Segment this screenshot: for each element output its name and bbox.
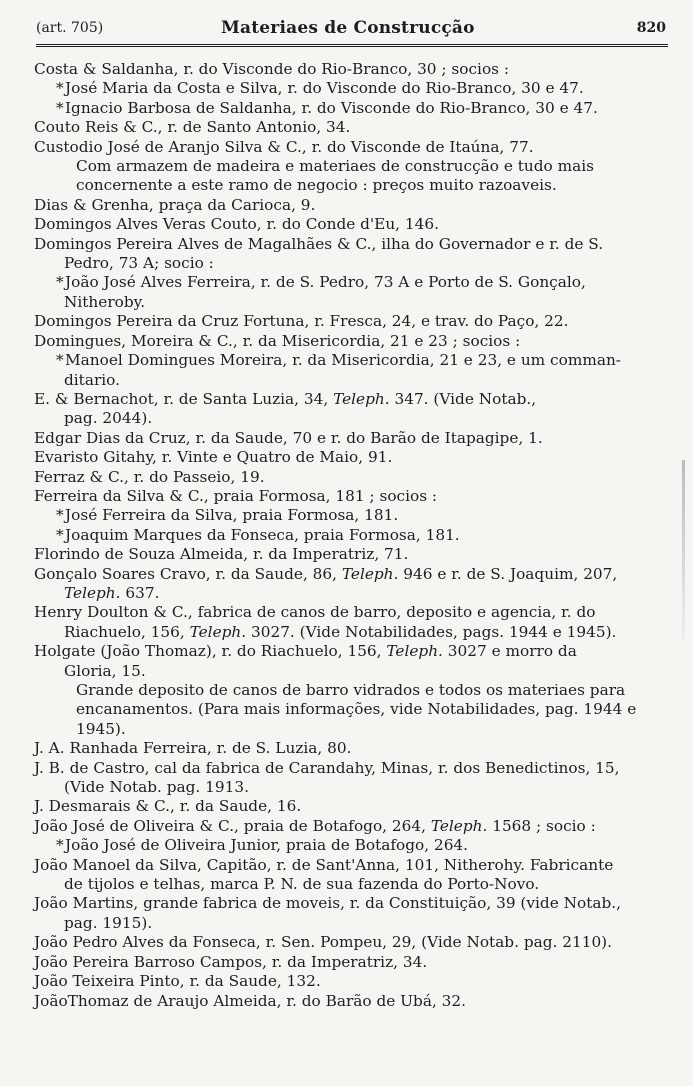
- description-line: [34, 720, 670, 739]
- telephone-label: Teleph.: [189, 622, 247, 641]
- entry-text: Ignacio Barbosa de Saldanha, r. do Visconde do Rio-Branco, 30 e 47.: [65, 98, 598, 117]
- entry-text: Ferreira da Silva & C., praia Formosa, 181 ; socios :: [34, 486, 438, 505]
- entry-text: encanamentos. (Para mais informações, vide Notabilidades, pag. 1944 e: [76, 700, 637, 719]
- entry-text: Domingos Pereira da Cruz Fortuna, r. Fresca, 24, e trav. do Paço, 22.: [34, 312, 569, 331]
- directory-listing: [34, 60, 670, 1011]
- partner-line: [34, 526, 670, 545]
- entry-text: João José de Oliveira & C., praia de Botafogo, 264,: [34, 816, 431, 835]
- continuation-line: [34, 409, 670, 428]
- asterisk-marker: *: [56, 525, 64, 544]
- entry-text: 347. (Vide Notab.,: [389, 389, 537, 408]
- entry-text: Henry Doulton & C., fabrica de canos de barro, deposito e agencia, r. do: [34, 603, 596, 622]
- continuation-line: [34, 584, 670, 603]
- telephone-label: Teleph.: [430, 816, 488, 835]
- description-line: [34, 176, 670, 195]
- directory-entry: [34, 972, 670, 991]
- telephone-label: Teleph.: [64, 583, 121, 602]
- asterisk-marker: *: [56, 351, 64, 370]
- entry-text: João Pereira Barroso Campos, r. da Imperatriz, 34.: [34, 952, 428, 971]
- entry-text: João Manoel da Silva, Capitão, r. de Sant'Anna, 101, Nitherohy. Fabricante: [34, 855, 614, 874]
- entry-text: pag. 1915).: [64, 913, 153, 932]
- entry-text: Edgar Dias da Cruz, r. da Saude, 70 e r. do Barão de Itapagipe, 1.: [34, 428, 543, 447]
- directory-entry: [34, 545, 670, 564]
- asterisk-marker: *: [56, 79, 64, 98]
- directory-entry: [34, 565, 670, 584]
- telephone-label: Teleph.: [341, 564, 399, 583]
- directory-entry: [34, 642, 670, 661]
- header-rule: [36, 44, 668, 47]
- entry-text: Pedro, 73 A; socio :: [64, 254, 214, 273]
- partner-line: [34, 506, 670, 525]
- entry-text: Domingos Pereira Alves de Magalhães & C., ilha do Governador e r. de S.: [34, 234, 604, 253]
- entry-text: 637.: [120, 583, 160, 602]
- continuation-line: [34, 662, 670, 681]
- continuation-line: [34, 293, 670, 312]
- page-title: Materiaes de Construcção: [221, 18, 475, 38]
- directory-entry: [34, 759, 670, 778]
- directory-entry: [34, 894, 670, 913]
- partner-line: [34, 273, 670, 292]
- entry-text: Ferraz & C., r. do Passeio, 19.: [34, 467, 265, 486]
- entry-text: Grande deposito de canos de barro vidrados e todos os materiaes para: [76, 681, 626, 699]
- directory-entry: [34, 118, 670, 137]
- entry-text: J. B. de Castro, cal da fabrica de Carandahy, Minas, r. dos Benedictinos, 15,: [34, 758, 620, 777]
- continuation-line: [34, 623, 670, 642]
- entry-text: Custodio José de Aranjo Silva & C., r. do Visconde de Itaúna, 77.: [34, 137, 534, 156]
- page-header: [36, 18, 666, 40]
- entry-text: Com armazem de madeira e materiaes de construcção e tudo mais: [76, 157, 594, 176]
- entry-text: Joaquim Marques da Fonseca, praia Formosa, 181.: [65, 525, 460, 544]
- entry-text: João Martins, grande fabrica de moveis, r. da Constituição, 39 (vide Notab.,: [34, 894, 622, 913]
- entry-text: E. & Bernachot, r. de Santa Luzia, 34,: [34, 389, 334, 408]
- entry-text: Gonçalo Soares Cravo, r. da Saude, 86,: [34, 564, 342, 583]
- directory-entry: [34, 448, 670, 467]
- entry-text: Couto Reis & C., r. de Santo Antonio, 34.: [34, 118, 351, 137]
- directory-entry: [34, 797, 670, 816]
- directory-entry: [34, 429, 670, 448]
- continuation-line: [34, 254, 670, 273]
- entry-text: João José Alves Ferreira, r. de S. Pedro, 73 A e Porto de S. Gonçalo,: [65, 273, 586, 292]
- directory-entry: [34, 138, 670, 157]
- page-number: 820: [636, 20, 666, 36]
- entry-text: ditario.: [64, 370, 120, 389]
- entry-text: Nitheroby.: [64, 292, 146, 311]
- entry-text: Dias & Grenha, praça da Carioca, 9.: [34, 195, 316, 214]
- description-line: [34, 700, 670, 719]
- entry-text: Domingues, Moreira & C., r. da Misericordia, 21 e 23 ; socios :: [34, 331, 521, 350]
- continuation-line: [34, 371, 670, 390]
- directory-entry: [34, 215, 670, 234]
- partner-line: [34, 351, 670, 370]
- directory-entry: [34, 60, 670, 79]
- continuation-line: [34, 778, 670, 797]
- entry-text: Florindo de Souza Almeida, r. da Imperatriz, 71.: [34, 545, 409, 564]
- entry-text: Manoel Domingues Moreira, r. da Misericordia, 21 e 23, e um comman-: [65, 351, 621, 370]
- description-line: [34, 681, 670, 700]
- entry-text: Evaristo Gitahy, r. Vinte e Quatro de Maio, 91.: [34, 448, 393, 467]
- entry-text: João Pedro Alves da Fonseca, r. Sen. Pompeu, 29, (Vide Notab. pag. 2110).: [34, 933, 613, 952]
- entry-text: 3027. (Vide Notabilidades, pags. 1944 e 1945).: [246, 622, 617, 641]
- entry-text: de tijolos e telhas, marca P. N. de sua fazenda do Porto-Novo.: [64, 875, 540, 894]
- directory-entry: [34, 933, 670, 952]
- directory-entry: [34, 953, 670, 972]
- partner-line: [34, 836, 670, 855]
- entry-text: concernente a este ramo de negocio : preços muito razoaveis.: [76, 176, 557, 195]
- directory-entry: [34, 468, 670, 487]
- directory-entry: [34, 390, 670, 409]
- entry-text: João José de Oliveira Junior, praia de Botafogo, 264.: [65, 836, 469, 855]
- article-number: (art. 705): [36, 20, 104, 36]
- asterisk-marker: *: [56, 273, 64, 292]
- directory-entry: [34, 196, 670, 215]
- entry-text: J. A. Ranhada Ferreira, r. de S. Luzia, 80.: [34, 739, 352, 758]
- entry-text: pag. 2044).: [64, 409, 153, 428]
- entry-text: João Teixeira Pinto, r. da Saude, 132.: [34, 972, 321, 991]
- directory-entry: [34, 312, 670, 331]
- directory-entry: [34, 332, 670, 351]
- entry-text: (Vide Notab. pag. 1913.: [64, 778, 249, 797]
- entry-text: Domingos Alves Veras Couto, r. do Conde d'Eu, 146.: [34, 215, 439, 234]
- continuation-line: [34, 875, 670, 894]
- entry-text: José Maria da Costa e Silva, r. do Visconde do Rio-Branco, 30 e 47.: [65, 79, 584, 98]
- partner-line: [34, 99, 670, 118]
- telephone-label: Teleph.: [386, 642, 443, 661]
- entry-text: 946 e r. de S. Joaquim, 207,: [398, 564, 618, 583]
- entry-text: Riachuelo, 156,: [64, 622, 190, 641]
- entry-text: Gloria, 15.: [64, 661, 146, 680]
- directory-entry: [34, 992, 670, 1011]
- page-edge-shadow: [682, 460, 685, 640]
- entry-text: José Ferreira da Silva, praia Formosa, 181.: [65, 506, 399, 525]
- entry-text: 1945).: [76, 719, 126, 738]
- asterisk-marker: *: [56, 836, 64, 855]
- directory-entry: [34, 856, 670, 875]
- entry-text: J. Desmarais & C., r. da Saude, 16.: [34, 797, 302, 816]
- asterisk-marker: *: [56, 506, 64, 525]
- continuation-line: [34, 914, 670, 933]
- entry-text: 1568 ; socio :: [487, 816, 596, 835]
- directory-entry: [34, 603, 670, 622]
- telephone-label: Teleph.: [333, 389, 390, 408]
- directory-entry: [34, 235, 670, 254]
- partner-line: [34, 79, 670, 98]
- directory-entry: [34, 739, 670, 758]
- entry-text: 3027 e morro da: [442, 642, 577, 661]
- directory-entry: [34, 817, 670, 836]
- entry-text: Costa & Saldanha, r. do Visconde do Rio-Branco, 30 ; socios :: [34, 60, 510, 78]
- entry-text: Holgate (João Thomaz), r. do Riachuelo, 156,: [34, 642, 387, 661]
- asterisk-marker: *: [56, 98, 64, 117]
- directory-entry: [34, 487, 670, 506]
- entry-text: JoãoThomaz de Araujo Almeida, r. do Barão de Ubá, 32.: [34, 991, 467, 1010]
- description-line: [34, 157, 670, 176]
